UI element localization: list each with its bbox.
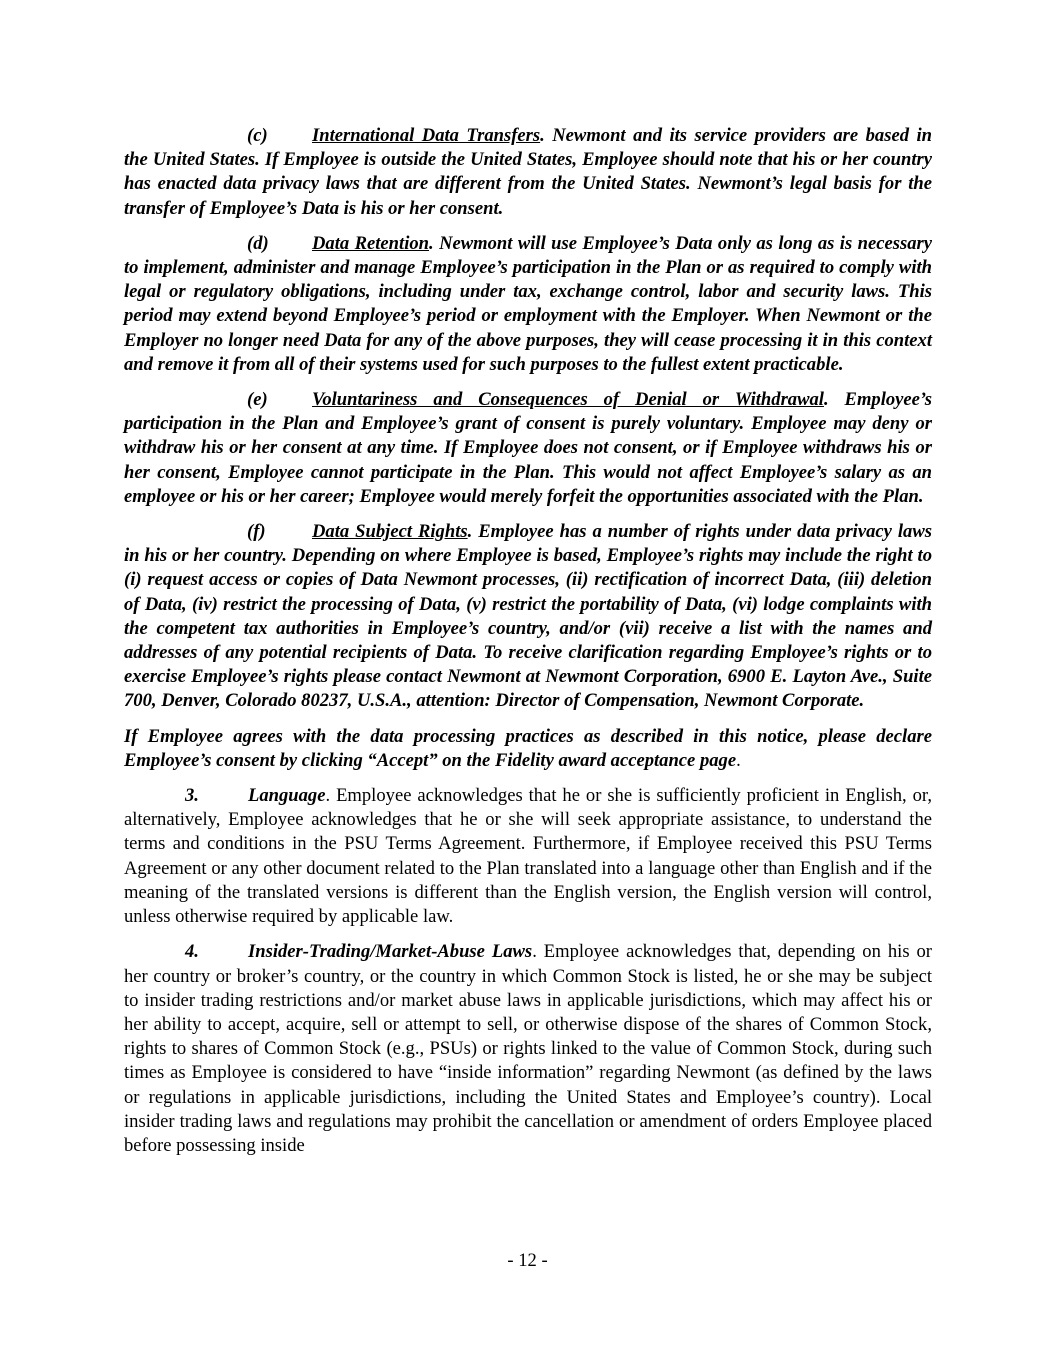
section-body: Employee acknowledges that, depending on his or her country or broker’s country, or the country in which Common Stock is listed, he or she may be subject to insider trading restrictions and/or market abuse laws in applicable jurisdictions, which may affect his or her ability to accept, acquire, sell or attempt to sell, or otherwise dispose of the shares of Common Stock, rights to shares of Common Stock (e.g., PSUs) or rights linked to the value of Common Stock, during such times as Employee is considered to have “inside information” regarding Newmont (as defined by the laws or regulations in applicable jurisdictions, including the United States and Employee’s country). Local insider trading laws and regulations may prohibit the cancellation or amendment of orders Employee placed before possessing inside [124, 941, 933, 1156]
section-heading: International Data Transfers [312, 125, 541, 146]
section-c-international-data-transfers: (c) International Data Transfers. Newmont and its service providers are based in the United States. If Employee is outside the United States, Employee should note that his or her country has enacted data privacy laws that are different from the United States. Newmont’s legal basis for the transfer of Employee’s Data is his or her consent. [124, 125, 932, 219]
section-body: Employee’s participation in the Plan and Employee’s grant of consent is purely voluntary. Employee may deny or withdraw his or her consent at any time. If Employee does not consent, or if Employee withdraws his or her consent, Employee cannot participate in the Plan. This would not affect Employee’s salary as an employee or his or her career; Employee would merely forfeit the opportunities associated with the Plan. [124, 389, 932, 507]
section-body: Employee has a number of rights under data privacy laws in his or her country. Depending on where Employee is based, Employee’s rights may include the right to (i) request access or copies of Data Newmont processes, (ii) rectification of incorrect Data, (iii) deletion of Data, (iv) restrict the processing of Data, (v) restrict the portability of Data, (vi) lodge complaints with the competent tax authorities in Employee’s country, and/or (vii) receive a list with the names and addresses of any potential recipients of Data. To receive clarification regarding Employee’s rights or to exercise Employee’s rights please contact Newmont at Newmont Corporation, 6900 E. Layton Ave., Suite 700, Denver, Colorado 80237, U.S.A., attention: Director of Compensation, Newmont Corporate. [124, 521, 932, 712]
consent-notice-text: If Employee agrees with the data processing practices as described in this notice, please declare Employee’s consent by clicking “Accept” on the Fidelity award acceptance page [124, 725, 932, 771]
consent-notice: If Employee agrees with the data processing practices as described in this notice, please declare Employee’s consent by clicking “Accept” on the Fidelity award acceptance page. [124, 725, 932, 771]
section-heading: Language [248, 785, 326, 807]
section-d-data-retention: (d) Data Retention. Newmont will use Employee’s Data only as long as is necessary to implement, administer and manage Employee’s participation in the Plan or as required to comply with legal or regulatory obligations, including under tax, exchange control, labor and security laws. This period may extend beyond Employee’s period or employment with the Employer. When Newmont or the Employer no longer need Data for any of the above purposes, they will cease processing it in this context and remove it from all of their systems used for such purposes to the fullest extent practicable. [124, 232, 932, 375]
page-number: - 12 - [507, 1250, 548, 1271]
section-4-insider-trading: 4. Insider-Trading/Market-Abuse Laws. Employee acknowledges that, depending on his or her country or broker’s country, or the country in which Common Stock is listed, he or she may be subject to insider trading restrictions and/or market abuse laws in applicable jurisdictions, which may affect his or her ability to accept, acquire, sell or attempt to sell, or otherwise dispose of the shares of Common Stock, rights to shares of Common Stock (e.g., PSUs) or rights linked to the value of Common Stock, during such times as Employee is considered to have “inside information” regarding Newmont (as defined by the laws or regulations in applicable jurisdictions, including the United States and Employee’s country). Local insider trading laws and regulations may prohibit the cancellation or amendment of orders Employee placed before possessing inside [124, 941, 933, 1156]
section-marker: (f) [247, 521, 266, 543]
section-number: 3. [185, 785, 199, 807]
section-marker: (d) [247, 232, 269, 254]
section-body: Newmont and its service providers are based in the United States. If Employee is outside the United States, Employee should note that his or her country has enacted data privacy laws that are different from the United States. Newmont’s legal basis for the transfer of Employee’s Data is his or her consent. [124, 125, 932, 219]
section-marker: (c) [247, 125, 268, 146]
section-e-voluntariness: (e) Voluntariness and Consequences of Denial or Withdrawal. Employee’s participation in the Plan and Employee’s grant of consent is purely voluntary. Employee may deny or withdraw his or her consent at any time. If Employee does not consent, or if Employee withdraws his or her consent, Employee cannot participate in the Plan. This would not affect Employee’s salary as an employee or his or her career; Employee would merely forfeit the opportunities associated with the Plan. [124, 389, 932, 507]
section-f-data-subject-rights: (f) Data Subject Rights. Employee has a number of rights under data privacy laws in his or her country. Depending on where Employee is based, Employee’s rights may include the right to (i) request access or copies of Data Newmont processes, (ii) rectification of incorrect Data, (iii) deletion of Data, (iv) restrict the processing of Data, (v) restrict the portability of Data, (vi) lodge complaints with the competent tax authorities in Employee’s country, and/or (vii) receive a list with the names and addresses of any potential recipients of Data. To receive clarification regarding Employee’s rights or to exercise Employee’s rights please contact Newmont at Newmont Corporation, 6900 E. Layton Ave., Suite 700, Denver, Colorado 80237, U.S.A., attention: Director of Compensation, Newmont Corporate. [124, 521, 932, 712]
section-heading: Voluntariness and Consequences of Denial or Withdrawal [312, 389, 824, 411]
section-heading: Data Subject Rights [312, 521, 468, 543]
section-heading: Insider-Trading/Market-Abuse Laws [248, 941, 533, 963]
section-body: Employee acknowledges that he or she is sufficiently proficient in English, or, alternatively, Employee acknowledges that he or she will seek appropriate assistance, to understand the terms and conditions in the PSU Terms Agreement. Furthermore, if Employee received this PSU Terms Agreement or any other document related to the Plan translated into a language other than English and if the meaning of the translated versions is different than the English version, the English version will control, unless otherwise required by applicable law. [124, 785, 932, 928]
section-body: Newmont will use Employee’s Data only as long as is necessary to implement, administer and manage Employee’s participation in the Plan or as required to comply with legal or regulatory obligations, including under tax, exchange control, labor and security laws. This period may extend beyond Employee’s period or employment with the Employer. When Newmont or the Employer no longer need Data for any of the above purposes, they will cease processing it in this context and remove it from all of their systems used for such purposes to the fullest extent practicable. [124, 232, 932, 375]
section-number: 4. [185, 941, 199, 963]
section-heading: Data Retention [312, 232, 429, 254]
section-3-language: 3. Language. Employee acknowledges that he or she is sufficiently proficient in English, or, alternatively, Employee acknowledges that he or she will seek appropriate assistance, to understand the terms and conditions in the PSU Terms Agreement. Furthermore, if Employee received this PSU Terms Agreement or any other document related to the Plan translated into a language other than English and if the meaning of the translated versions is different than the English version, the English version will control, unless otherwise required by applicable law. [124, 785, 932, 928]
document-page [124, 124, 932, 1169]
section-marker: (e) [247, 389, 268, 411]
